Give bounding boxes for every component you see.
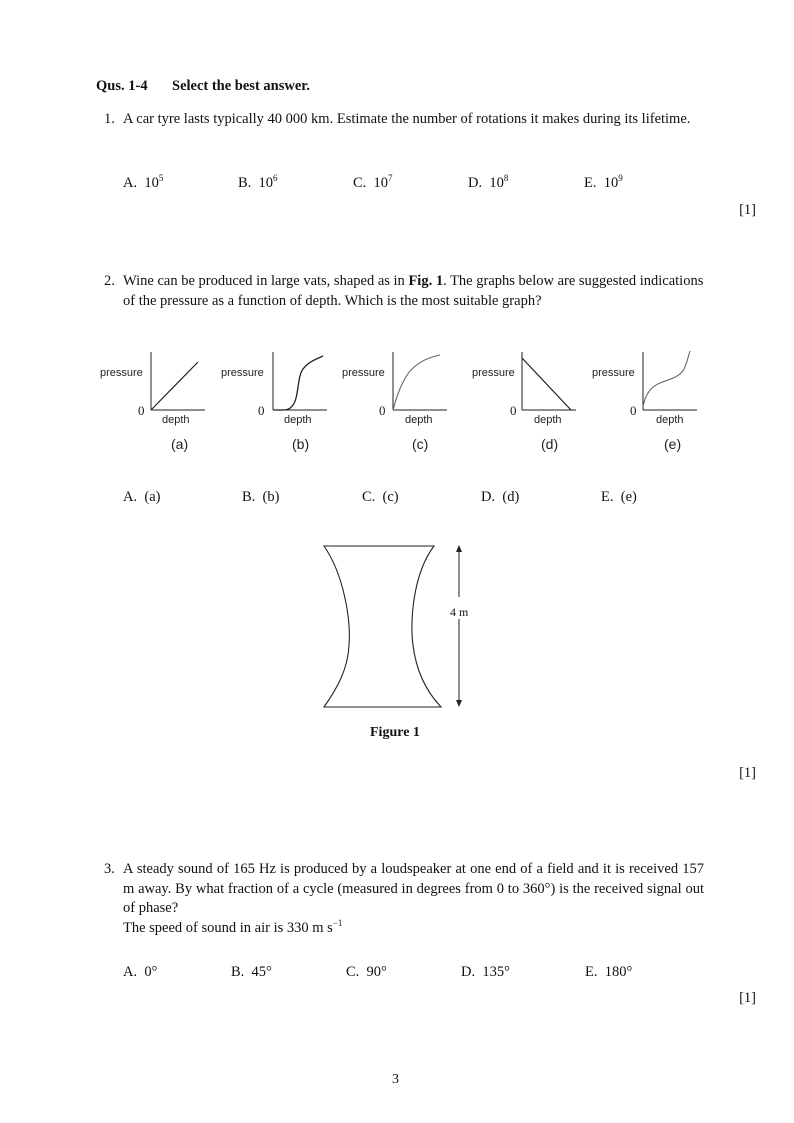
curve-sigmoid xyxy=(273,356,323,410)
graph-c-plot xyxy=(342,345,462,425)
graph-a xyxy=(100,345,220,460)
question-number: 1. xyxy=(104,111,115,127)
x-axis-label: depth xyxy=(656,414,684,426)
x-axis-label: depth xyxy=(162,414,190,426)
vat-outline xyxy=(324,546,441,707)
graph-caption: (d) xyxy=(541,436,559,452)
graph-b-plot xyxy=(221,345,341,425)
section-instruction: Select the best answer. xyxy=(172,78,310,94)
y-axis-label: pressure xyxy=(342,367,385,379)
question-2 xyxy=(104,272,704,311)
marks-q1: [1] xyxy=(739,202,756,218)
option-b: B. 45° xyxy=(231,964,272,980)
question-1 xyxy=(104,110,704,130)
option-c: C. (c) xyxy=(362,489,399,505)
origin-label: 0 xyxy=(138,403,145,418)
option-a: A. 0° xyxy=(123,964,158,980)
arrow-down-icon xyxy=(456,700,462,707)
question-text: Wine can be produced in large vats, shaped as in Fig. 1. The graphs below are suggested indications of the pressure as a function of depth. Which is the most suitable graph? xyxy=(123,273,704,309)
question-number: 3. xyxy=(104,861,115,877)
graph-d-plot xyxy=(472,345,592,425)
marks-q3: [1] xyxy=(739,990,756,1006)
graph-b xyxy=(221,345,341,460)
graph-caption: (b) xyxy=(292,436,310,452)
section-heading xyxy=(96,78,310,95)
graph-caption: (a) xyxy=(171,436,189,452)
marks-q2: [1] xyxy=(739,765,756,781)
figure-caption: Figure 1 xyxy=(370,725,420,740)
figure-reference: Fig. 1 xyxy=(408,273,444,289)
graph-e xyxy=(592,345,712,460)
page-number: 3 xyxy=(392,1072,399,1087)
graph-a-plot xyxy=(100,345,220,425)
question-number: 2. xyxy=(104,273,115,289)
x-axis-label: depth xyxy=(284,414,312,426)
option-b: B. $10^6$ xyxy=(238,173,278,191)
origin-label: 0 xyxy=(510,403,517,418)
graph-caption: (e) xyxy=(664,436,682,452)
y-axis-label: pressure xyxy=(472,367,515,379)
curve-linear-increase xyxy=(151,362,198,410)
graph-e-plot xyxy=(592,345,712,425)
y-axis-label: pressure xyxy=(100,367,143,379)
figure-1-vat-diagram xyxy=(310,535,490,720)
y-axis-label: pressure xyxy=(592,367,635,379)
option-a: A. $10^5$ xyxy=(123,173,164,191)
option-c: C. 90° xyxy=(346,964,387,980)
x-axis-label: depth xyxy=(405,414,433,426)
option-b: B. (b) xyxy=(242,489,280,505)
graph-c xyxy=(342,345,462,460)
origin-label: 0 xyxy=(630,403,637,418)
y-axis-label: pressure xyxy=(221,367,264,379)
curve-concave-saturating xyxy=(393,355,440,410)
section-number: Qus. 1-4 xyxy=(96,78,148,94)
option-e: E. 180° xyxy=(585,964,633,980)
origin-label: 0 xyxy=(379,403,386,418)
x-axis-label: depth xyxy=(534,414,562,426)
graph-d xyxy=(472,345,592,460)
curve-inflection-rise xyxy=(643,351,690,407)
question-given-data: The speed of sound in air is 330 m $s^{-1}$ xyxy=(123,917,343,936)
origin-label: 0 xyxy=(258,403,265,418)
option-e: E. $10^9$ xyxy=(584,173,623,191)
arrow-up-icon xyxy=(456,545,462,552)
option-d: D. $10^8$ xyxy=(468,173,509,191)
question-3 xyxy=(104,860,704,938)
option-e: E. (e) xyxy=(601,489,637,505)
curve-linear-decrease xyxy=(522,358,571,410)
option-d: D. (d) xyxy=(481,489,520,505)
option-c: C. $10^7$ xyxy=(353,173,393,191)
option-d: D. 135° xyxy=(461,964,510,980)
question-text: A car tyre lasts typically 40 000 km. Estimate the number of rotations it makes during its lifetime. xyxy=(123,111,691,127)
option-a: A. (a) xyxy=(123,489,161,505)
graph-caption: (c) xyxy=(412,436,429,452)
figure-dimension-label: 4 m xyxy=(450,605,469,619)
question-text: A steady sound of 165 Hz is produced by a loudspeaker at one end of a field and it is received 157 m away. By what fraction of a cycle (measured in degrees from 0 to 360°) is the received signal out of phase? xyxy=(123,861,704,916)
